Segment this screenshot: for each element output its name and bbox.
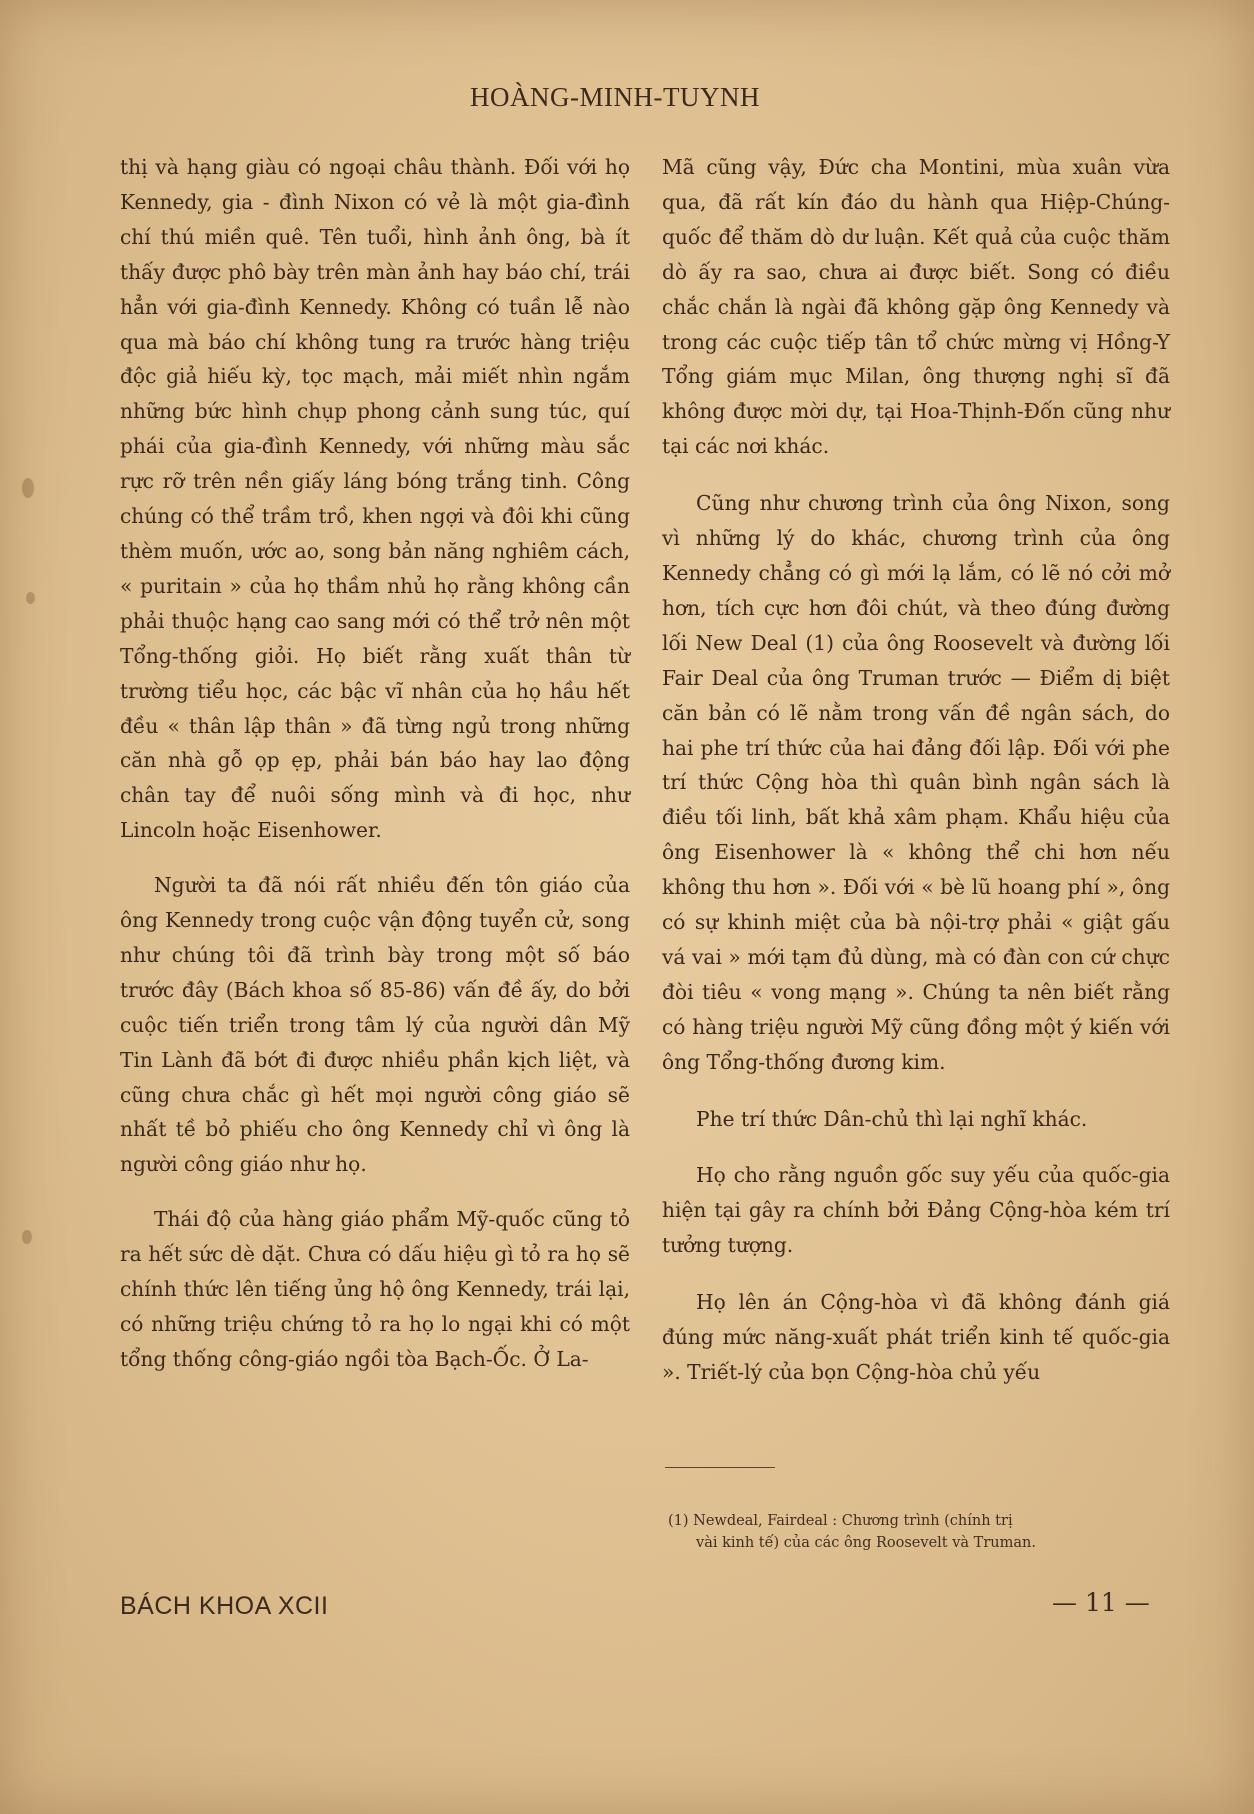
- footnote-line: vài kinh tế) của các ông Roosevelt và Truman.: [696, 1535, 1036, 1551]
- paragraph: thị và hạng giàu có ngoại châu thành. Đối với họ Kennedy, gia - đình Nixon có vẻ là một gia-đình chí thú miền quê. Tên tuổi, hình ảnh ông, bà ít thấy được phô bày trên màn ảnh hay báo chí, trái hẳn với gia-đình Kennedy. Không có tuần lễ nào qua mà báo chí không tung ra trước hàng triệu độc giả hiếu kỳ, tọc mạch, mải miết nhìn ngắm những bức hình chụp phong cảnh sung túc, quí phái của gia-đình Kennedy, với những màu sắc rực rỡ trên nền giấy láng bóng trắng tinh. Công chúng có thể trầm trồ, khen ngợi và đôi khi cũng thèm muốn, ước ao, song bản năng nghiêm cách, « puritain » của họ thầm nhủ họ rằng không cần phải thuộc hạng cao sang mới có thể trở nên một Tổng-thống giỏi. Họ biết rằng xuất thân từ trường tiểu học, các bậc vĩ nhân của họ hầu hết đều « thân lập thân » đã từng ngủ trong những căn nhà gỗ ọp ẹp, phải bán báo hay lao động chân tay để nuôi sống mình và đi học, như Lincoln hoặc Eisenhower.: [120, 155, 630, 843]
- paragraph: Thái độ của hàng giáo phẩm Mỹ-quốc cũng tỏ ra hết sức dè dặt. Chưa có dấu hiệu gì tỏ ra họ sẽ chính thức lên tiếng ủng hộ ông Kennedy, trái lại, có những triệu chứng tỏ ra họ lo ngại khi có một tổng thống công-giáo ngồi tòa Bạch-Ốc. Ở La-: [120, 1207, 630, 1371]
- paragraph: Cũng như chương trình của ông Nixon, song vì những lý do khác, chương trình của ông Kennedy chẳng có gì mới lạ lắm, có lẽ nó cởi mở hơn, tích cực hơn đôi chút, và theo đúng đường lối New Deal (1) của ông Roosevelt và đường lối Fair Deal của ông Truman trước — Điểm dị biệt căn bản có lẽ nằm trong vấn đề ngân sách, do hai phe trí thức của hai đảng đối lập. Đối với phe trí thức Cộng hòa thì quân bình ngân sách là điều tối linh, bất khả xâm phạm. Khẩu hiệu của ông Eisenhower là « không thể chi hơn nếu không thu hơn ». Đối với « bè lũ hoang phí », ông có sự khinh miệt của bà nội-trợ phải « giật gấu vá vai » mới tạm đủ dùng, mà có đàn con cứ chực đòi tiêu « vong mạng ». Chúng ta nên biết rằng có hàng triệu người Mỹ cũng đồng một ý kiến với ông Tổng-thống đương kim.: [662, 491, 1170, 1074]
- publication-name: BÁCH KHOA XCII: [120, 1592, 329, 1620]
- stain-mark: [22, 1230, 32, 1244]
- footnote-line: (1) Newdeal, Fairdeal : Chương trình (chính trị: [668, 1513, 1013, 1529]
- left-column: [120, 150, 630, 1377]
- footnote: [668, 1510, 1173, 1554]
- running-header: HOÀNG-MINH-TUYNH: [470, 82, 760, 112]
- footnote-divider: [665, 1467, 775, 1468]
- paragraph: Người ta đã nói rất nhiều đến tôn giáo của ông Kennedy trong cuộc vận động tuyển cử, song như chúng tôi đã trình bày trong một số báo trước đây (Bách khoa số 85-86) vấn đề ấy, do bởi cuộc tiến triển trong tâm lý của người dân Mỹ Tin Lành đã bớt đi được nhiều phần kịch liệt, và cũng chưa chắc gì hết mọi người công giáo sẽ nhất tề bỏ phiếu cho ông Kennedy chỉ vì ông là người công giáo như họ.: [120, 873, 630, 1177]
- right-column: [662, 150, 1170, 1390]
- paragraph: Họ cho rằng nguồn gốc suy yếu của quốc-gia hiện tại gây ra chính bởi Đảng Cộng-hòa kém trí tưởng tượng.: [662, 1163, 1170, 1258]
- stain-mark: [22, 478, 34, 498]
- paragraph: Họ lên án Cộng-hòa vì đã không đánh giá đúng mức năng-xuất phát triển kinh tế quốc-gia ». Triết-lý của bọn Cộng-hòa chủ yếu: [662, 1290, 1170, 1384]
- stain-mark: [26, 592, 35, 604]
- page-number: — 11 —: [1052, 1588, 1150, 1617]
- paragraph: Phe trí thức Dân-chủ thì lại nghĩ khác.: [696, 1106, 1088, 1131]
- paragraph: Mã cũng vậy, Đức cha Montini, mùa xuân vừa qua, đã rất kín đáo du hành qua Hiệp-Chúng-quốc để thăm dò dư luận. Kết quả của cuộc thăm dò ấy ra sao, chưa ai được biết. Song có điều chắc chắn là ngài đã không gặp ông Kennedy và trong các cuộc tiếp tân tổ chức mừng vị Hồng-Y Tổng giám mục Milan, ông thượng nghị sĩ đã không được mời dự, tại Hoa-Thịnh-Đốn cũng như tại các nơi khác.: [662, 155, 1170, 459]
